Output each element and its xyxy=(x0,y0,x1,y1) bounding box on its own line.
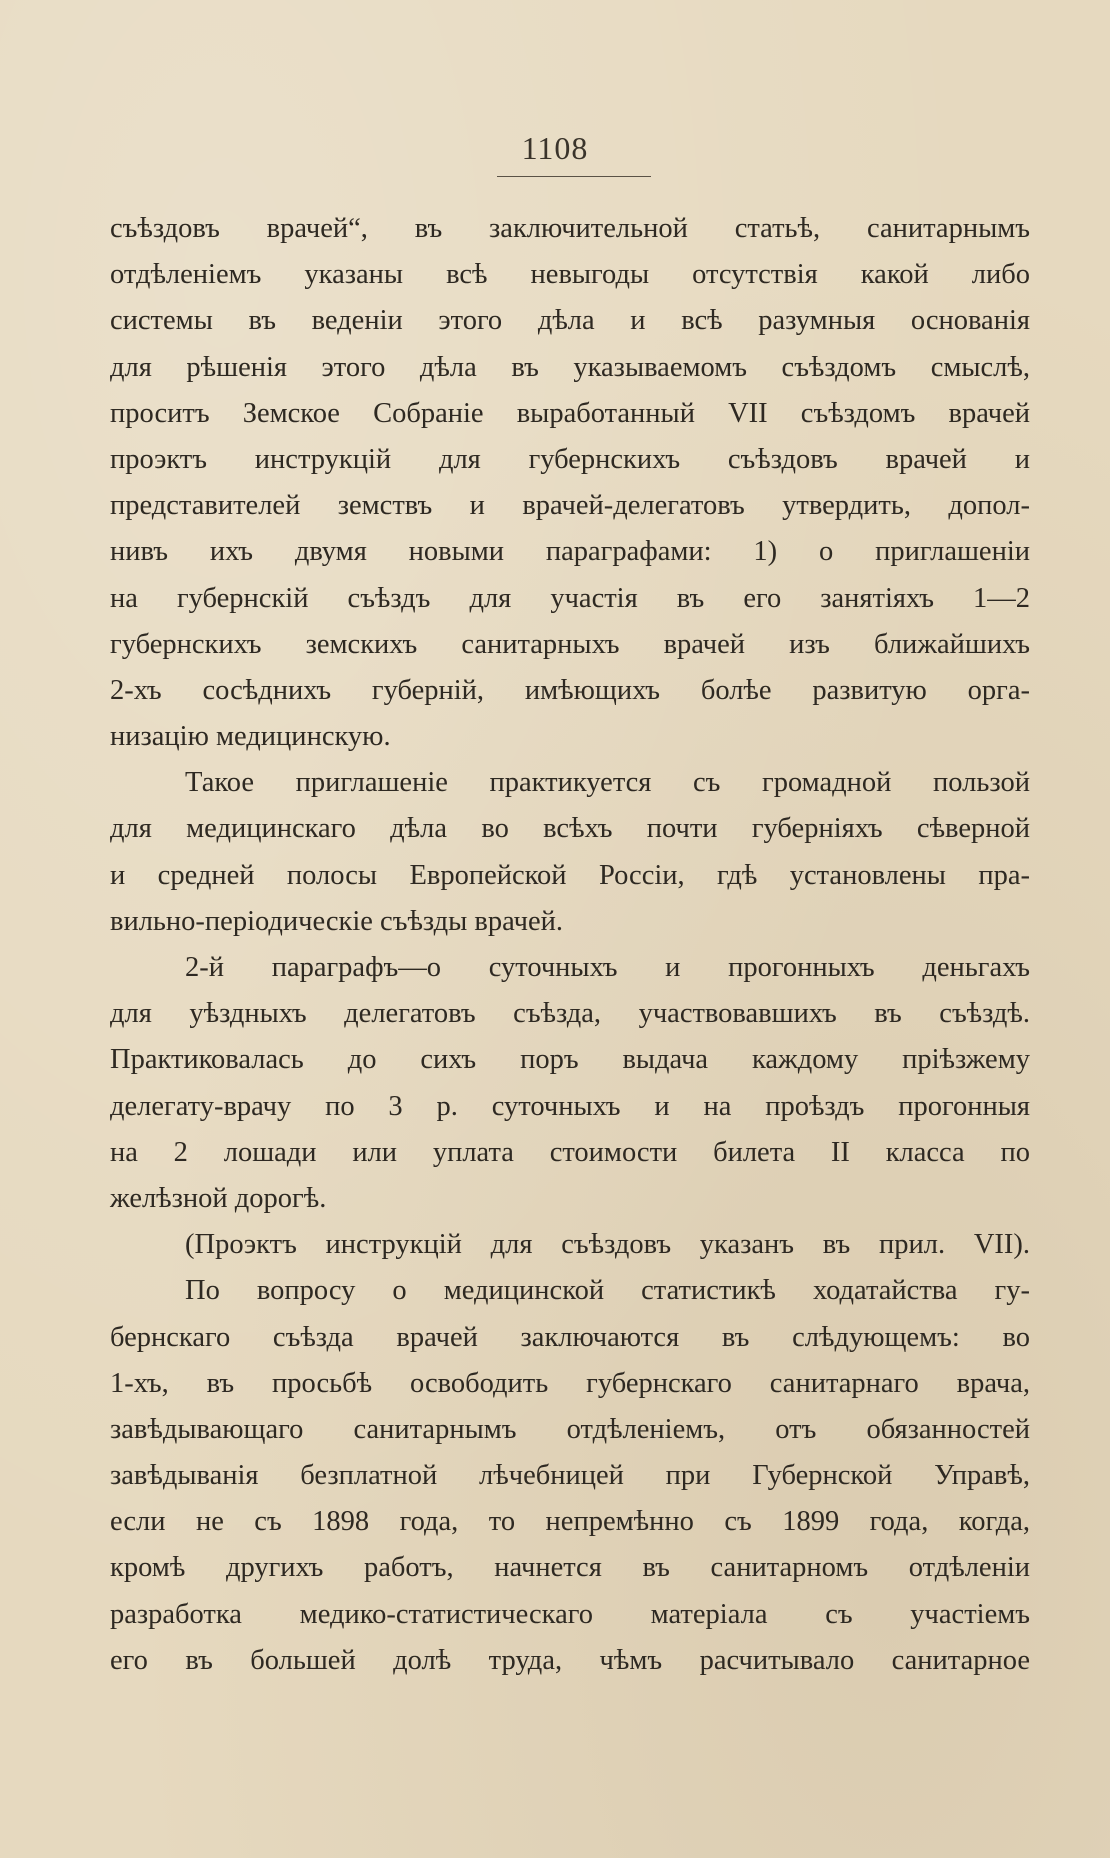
text-line: По вопросу о медицинской статистикѣ ходатайства гу- xyxy=(185,1275,1030,1307)
text-line: низацію медицинскую. xyxy=(110,721,391,753)
body-text xyxy=(110,206,1030,1684)
text-line: завѣдывающаго санитарнымъ отдѣленіемъ, отъ обязанностей xyxy=(110,1413,1030,1445)
text-line: вильно-періодическіе съѣзды врачей. xyxy=(110,905,564,937)
page-number: 1108 xyxy=(521,130,589,166)
text-line: представителей земствъ и врачей-делегатовъ утвердить, допол- xyxy=(110,490,1030,522)
text-line: разработка медико-статистическаго матеріала съ участіемъ xyxy=(110,1598,1030,1630)
text-line: Такое приглашеніе практикуется съ громадной пользой xyxy=(185,767,1030,799)
text-line: съѣздовъ врачей“, въ заключительной статьѣ, санитарнымъ xyxy=(110,213,1030,244)
text-line: системы въ веденіи этого дѣла и всѣ разумныя основанія xyxy=(110,305,1030,337)
text-line: 2-хъ сосѣднихъ губерній, имѣющихъ болѣе развитую орга- xyxy=(110,674,1030,706)
text-line: для медицинскаго дѣла во всѣхъ почти губерніяхъ сѣверной xyxy=(110,813,1030,845)
text-line: нивъ ихъ двумя новыми параграфами: 1) о приглашеніи xyxy=(110,536,1030,568)
text-line: проситъ Земское Собраніе выработанный VII съѣздомъ врачей xyxy=(110,397,1030,429)
text-line: и средней полосы Европейской Россіи, гдѣ установлены пра- xyxy=(110,859,1030,891)
text-line: проэктъ инструкцій для губернскихъ съѣздовъ врачей и xyxy=(110,443,1030,475)
text-line: делегату-врачу по 3 р. суточныхъ и на проѣздъ прогонныя xyxy=(110,1090,1030,1122)
text-line: 2-й параграфъ—о суточныхъ и прогонныхъ деньгахъ xyxy=(185,952,1030,983)
page-number-rule xyxy=(497,176,651,177)
text-line: бернскаго съѣзда врачей заключаются въ слѣдующемъ: во xyxy=(110,1321,1030,1353)
text-line: (Проэктъ инструкцій для съѣздовъ указанъ въ прил. VII). xyxy=(185,1229,1030,1261)
text-line: отдѣленіемъ указаны всѣ невыгоды отсутствія какой либо xyxy=(110,259,1030,291)
text-line: 1-хъ, въ просьбѣ освободить губернскаго санитарнаго врача, xyxy=(110,1367,1030,1399)
text-line: кромѣ другихъ работъ, начнется въ санитарномъ отдѣленіи xyxy=(110,1552,1030,1584)
text-line: губернскихъ земскихъ санитарныхъ врачей изъ ближайшихъ xyxy=(110,628,1030,660)
text-line: желѣзной дорогѣ. xyxy=(110,1182,327,1214)
text-line: Практиковалась до сихъ поръ выдача каждому пріѣзжему xyxy=(110,1044,1030,1076)
text-line: для уѣздныхъ делегатовъ съѣзда, участвовавшихъ въ съѣздѣ. xyxy=(110,998,1030,1030)
text-line: его въ большей долѣ труда, чѣмъ расчитывало санитарное xyxy=(110,1644,1030,1676)
text-line: если не съ 1898 года, то непремѣнно съ 1899 года, когда, xyxy=(110,1506,1030,1538)
text-line: для рѣшенія этого дѣла въ указываемомъ съѣздомъ смыслѣ, xyxy=(110,351,1030,383)
text-line: на губернскій съѣздъ для участія въ его занятіяхъ 1—2 xyxy=(110,582,1030,614)
text-line: на 2 лошади или уплата стоимости билета II класса по xyxy=(110,1136,1030,1168)
text-line: завѣдыванія безплатной лѣчебницей при Губернской Управѣ, xyxy=(110,1460,1030,1492)
